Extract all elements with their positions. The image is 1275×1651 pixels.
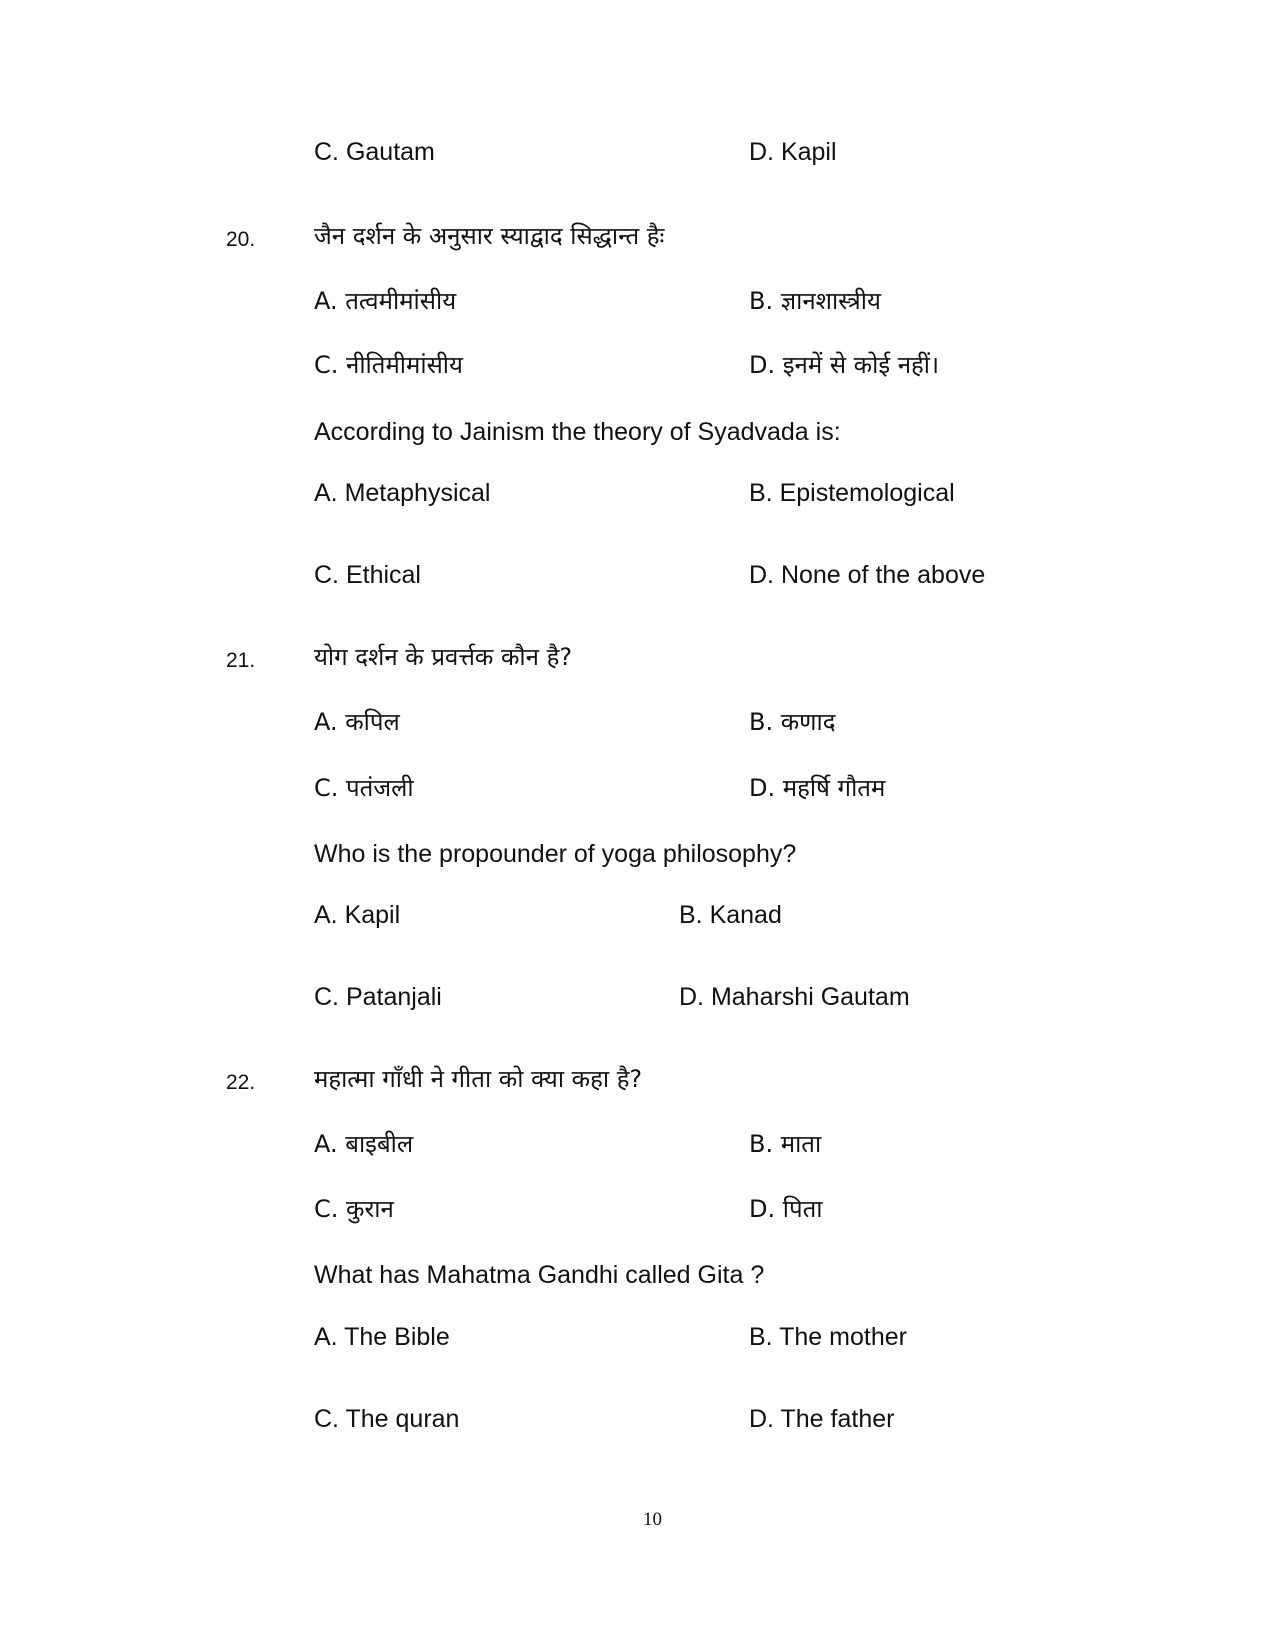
hindi-option-d: D. महर्षि गौतम (749, 774, 886, 802)
english-option-c: C. Ethical (314, 561, 421, 589)
english-option-b: B. The mother (749, 1323, 907, 1351)
hindi-option-c: C. कुरान (314, 1195, 394, 1223)
hindi-option-d: D. पिता (749, 1195, 823, 1223)
hindi-option-d: D. इनमें से कोई नहीं। (749, 351, 940, 379)
english-option-c: C. Patanjali (314, 983, 442, 1011)
hindi-option-a: A. तत्वमीमांसीय (314, 287, 457, 315)
hindi-option-a: A. कपिल (314, 708, 400, 736)
english-option-c: C. The quran (314, 1405, 460, 1433)
hindi-option-b: B. ज्ञानशास्त्रीय (749, 287, 881, 315)
question-number: 22. (226, 1071, 256, 1094)
english-question-text: According to Jainism the theory of Syadvada is: (314, 418, 841, 446)
english-option-a: A. The Bible (314, 1323, 450, 1351)
hindi-option-c: C. नीतिमीमांसीय (314, 351, 463, 379)
english-option-a: A. Kapil (314, 901, 401, 929)
option-d-carry-over: D. Kapil (749, 138, 837, 166)
hindi-question-text: जैन दर्शन के अनुसार स्याद्वाद सिद्धान्त हैः (314, 222, 665, 250)
english-option-d: D. The father (749, 1405, 895, 1433)
english-option-a: A. Metaphysical (314, 479, 491, 507)
question-number: 20. (226, 228, 256, 251)
english-question-text: What has Mahatma Gandhi called Gita ? (314, 1261, 765, 1289)
hindi-question-text: योग दर्शन के प्रवर्त्तक कौन है? (314, 643, 573, 671)
hindi-option-c: C. पतंजली (314, 774, 414, 802)
question-number: 21. (226, 649, 256, 672)
hindi-option-b: B. माता (749, 1130, 822, 1158)
english-option-d: D. None of the above (749, 561, 986, 589)
hindi-option-a: A. बाइबील (314, 1130, 414, 1158)
english-option-d: D. Maharshi Gautam (679, 983, 910, 1011)
english-option-b: B. Kanad (679, 901, 782, 929)
option-c-carry-over: C. Gautam (314, 138, 435, 166)
hindi-question-text: महात्मा गाँधी ने गीता को क्या कहा है? (314, 1065, 643, 1093)
hindi-option-b: B. कणाद (749, 708, 836, 736)
english-option-b: B. Epistemological (749, 479, 955, 507)
english-question-text: Who is the propounder of yoga philosophy? (314, 840, 797, 868)
page-number: 10 (643, 1509, 662, 1530)
